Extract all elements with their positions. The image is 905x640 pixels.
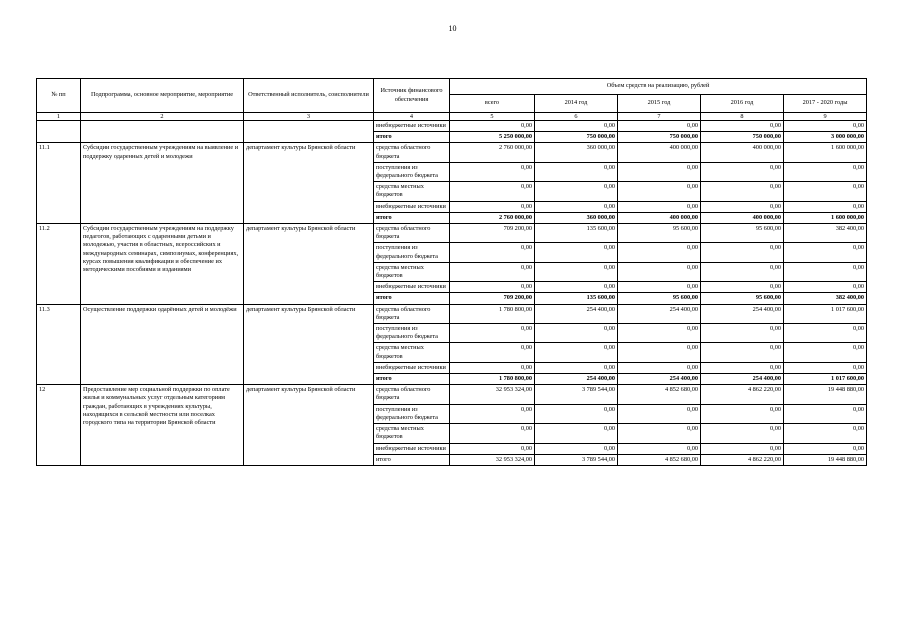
value-cell: 400 000,00 bbox=[618, 212, 701, 223]
value-cell: 0,00 bbox=[701, 404, 784, 423]
header-no: № пп bbox=[37, 79, 81, 113]
value-cell: 254 400,00 bbox=[535, 304, 618, 323]
value-cell: 0,00 bbox=[618, 262, 701, 281]
value-cell: 0,00 bbox=[450, 243, 535, 262]
value-cell: 0,00 bbox=[701, 162, 784, 181]
source-cell: поступления из федерального бюджета bbox=[374, 404, 450, 423]
value-cell: 0,00 bbox=[784, 243, 867, 262]
value-cell: 0,00 bbox=[535, 404, 618, 423]
value-cell: 0,00 bbox=[701, 262, 784, 281]
activity-name: Предоставление мер социальной поддержки по оплате жилья и коммунальных услуг отдельным категориям граждан, работающих в учреждениях культуры, находящихся в сельской местности или поселках городского типа на территории Брянской области bbox=[81, 385, 244, 466]
value-cell: 0,00 bbox=[450, 424, 535, 443]
source-cell: средства местных бюджетов bbox=[374, 182, 450, 201]
value-cell: 32 953 324,00 bbox=[450, 385, 535, 404]
value-cell: 95 600,00 bbox=[701, 224, 784, 243]
value-cell: 0,00 bbox=[701, 182, 784, 201]
source-cell: внебюджетные источники bbox=[374, 201, 450, 212]
header-2014: 2014 год bbox=[535, 95, 618, 113]
executor: департамент культуры Брянской области bbox=[244, 385, 374, 466]
value-cell: 0,00 bbox=[618, 404, 701, 423]
value-cell: 0,00 bbox=[701, 282, 784, 293]
col-number: 1 bbox=[37, 113, 81, 121]
value-cell: 0,00 bbox=[784, 362, 867, 373]
value-cell: 0,00 bbox=[784, 182, 867, 201]
row-number: 12 bbox=[37, 385, 81, 466]
value-cell: 382 400,00 bbox=[784, 224, 867, 243]
value-cell: 0,00 bbox=[450, 162, 535, 181]
activity-name: Осуществление поддержки одарённых детей и молодёжи bbox=[81, 304, 244, 385]
header-2016: 2016 год bbox=[701, 95, 784, 113]
col-number: 9 bbox=[784, 113, 867, 121]
value-cell: 95 600,00 bbox=[618, 224, 701, 243]
value-cell: 0,00 bbox=[450, 182, 535, 201]
value-cell: 0,00 bbox=[450, 121, 535, 132]
value-cell: 254 400,00 bbox=[535, 374, 618, 385]
value-cell: 750 000,00 bbox=[535, 132, 618, 143]
source-cell: внебюджетные источники bbox=[374, 443, 450, 454]
table-row bbox=[37, 385, 867, 404]
source-cell: средства областного бюджета bbox=[374, 304, 450, 323]
value-cell: 0,00 bbox=[784, 162, 867, 181]
col-number: 6 bbox=[535, 113, 618, 121]
value-cell: 32 953 324,00 bbox=[450, 454, 535, 465]
header-executor: Ответственный исполнитель, соисполнители bbox=[244, 79, 374, 113]
value-cell: 0,00 bbox=[535, 201, 618, 212]
value-cell: 0,00 bbox=[784, 443, 867, 454]
executor: департамент культуры Брянской области bbox=[244, 224, 374, 305]
table-row bbox=[37, 143, 867, 162]
value-cell: 0,00 bbox=[784, 121, 867, 132]
executor: департамент культуры Брянской области bbox=[244, 143, 374, 224]
value-cell: 0,00 bbox=[784, 343, 867, 362]
value-cell: 19 448 880,00 bbox=[784, 385, 867, 404]
value-cell: 3 789 544,00 bbox=[535, 385, 618, 404]
value-cell: 0,00 bbox=[535, 162, 618, 181]
value-cell: 0,00 bbox=[450, 443, 535, 454]
value-cell: 0,00 bbox=[618, 282, 701, 293]
value-cell: 0,00 bbox=[535, 343, 618, 362]
value-cell: 95 600,00 bbox=[701, 293, 784, 304]
source-cell: средства областного бюджета bbox=[374, 143, 450, 162]
value-cell: 0,00 bbox=[701, 121, 784, 132]
value-cell: 0,00 bbox=[535, 443, 618, 454]
value-cell: 1 017 600,00 bbox=[784, 374, 867, 385]
header-2017-2020: 2017 - 2020 годы bbox=[784, 95, 867, 113]
value-cell: 0,00 bbox=[450, 362, 535, 373]
value-cell: 0,00 bbox=[535, 362, 618, 373]
value-cell: 400 000,00 bbox=[701, 143, 784, 162]
row-number: 11.3 bbox=[37, 304, 81, 385]
value-cell: 0,00 bbox=[535, 324, 618, 343]
value-cell: 4 862 220,00 bbox=[701, 385, 784, 404]
value-cell: 19 448 880,00 bbox=[784, 454, 867, 465]
col-number: 4 bbox=[374, 113, 450, 121]
value-cell: 750 000,00 bbox=[618, 132, 701, 143]
value-cell: 0,00 bbox=[450, 262, 535, 281]
column-numbers-row bbox=[37, 113, 867, 121]
value-cell: 709 200,00 bbox=[450, 224, 535, 243]
value-cell: 360 000,00 bbox=[535, 212, 618, 223]
value-cell: 750 000,00 bbox=[701, 132, 784, 143]
page-number: 10 bbox=[448, 24, 457, 33]
value-cell: 0,00 bbox=[618, 243, 701, 262]
header-source: Источник финансового обеспечения bbox=[374, 79, 450, 113]
value-cell: 4 862 220,00 bbox=[701, 454, 784, 465]
value-cell: 1 600 000,00 bbox=[784, 212, 867, 223]
value-cell: 0,00 bbox=[701, 443, 784, 454]
source-cell: поступления из федерального бюджета bbox=[374, 324, 450, 343]
value-cell: 0,00 bbox=[618, 201, 701, 212]
value-cell: 0,00 bbox=[450, 404, 535, 423]
col-number: 3 bbox=[244, 113, 374, 121]
row-number: 11.2 bbox=[37, 224, 81, 305]
source-cell: внебюджетные источники bbox=[374, 282, 450, 293]
col-number: 2 bbox=[81, 113, 244, 121]
value-cell: 95 600,00 bbox=[618, 293, 701, 304]
value-cell: 0,00 bbox=[784, 262, 867, 281]
header-name: Подпрограмма, основное мероприятие, мероприятие bbox=[81, 79, 244, 113]
value-cell: 1 017 600,00 bbox=[784, 304, 867, 323]
value-cell: 0,00 bbox=[535, 262, 618, 281]
value-cell: 0,00 bbox=[618, 362, 701, 373]
col-number: 8 bbox=[701, 113, 784, 121]
value-cell: 3 789 544,00 bbox=[535, 454, 618, 465]
value-cell: 0,00 bbox=[701, 243, 784, 262]
value-cell: 2 760 000,00 bbox=[450, 212, 535, 223]
value-cell: 0,00 bbox=[618, 443, 701, 454]
source-cell: итого bbox=[374, 293, 450, 304]
header-2015: 2015 год bbox=[618, 95, 701, 113]
value-cell: 400 000,00 bbox=[701, 212, 784, 223]
executor: департамент культуры Брянской области bbox=[244, 304, 374, 385]
value-cell: 382 400,00 bbox=[784, 293, 867, 304]
value-cell: 0,00 bbox=[701, 201, 784, 212]
value-cell: 4 852 680,00 bbox=[618, 454, 701, 465]
value-cell: 254 400,00 bbox=[701, 304, 784, 323]
source-cell: средства местных бюджетов bbox=[374, 262, 450, 281]
value-cell: 0,00 bbox=[784, 324, 867, 343]
source-cell: средства областного бюджета bbox=[374, 385, 450, 404]
value-cell: 0,00 bbox=[618, 162, 701, 181]
value-cell: 0,00 bbox=[450, 282, 535, 293]
value-cell: 0,00 bbox=[535, 282, 618, 293]
source-cell: итого bbox=[374, 374, 450, 385]
value-cell: 0,00 bbox=[450, 343, 535, 362]
value-cell: 0,00 bbox=[701, 324, 784, 343]
source-cell: поступления из федерального бюджета bbox=[374, 243, 450, 262]
source-cell: внебюджетные источники bbox=[374, 362, 450, 373]
source-cell: итого bbox=[374, 132, 450, 143]
value-cell: 254 400,00 bbox=[618, 374, 701, 385]
value-cell: 400 000,00 bbox=[618, 143, 701, 162]
activity-name: Субсидии государственным учреждениям на выявление и поддержку одаренных детей и молодежи bbox=[81, 143, 244, 224]
value-cell: 0,00 bbox=[618, 121, 701, 132]
value-cell: 360 000,00 bbox=[535, 143, 618, 162]
value-cell: 254 400,00 bbox=[701, 374, 784, 385]
source-cell: внебюджетные источники bbox=[374, 121, 450, 132]
value-cell: 1 780 800,00 bbox=[450, 304, 535, 323]
value-cell: 0,00 bbox=[618, 424, 701, 443]
value-cell: 0,00 bbox=[535, 243, 618, 262]
value-cell: 0,00 bbox=[701, 362, 784, 373]
source-cell: средства областного бюджета bbox=[374, 224, 450, 243]
col-number: 5 bbox=[450, 113, 535, 121]
value-cell: 0,00 bbox=[784, 404, 867, 423]
activity-name: Субсидии государственным учреждениям на поддержку педагогов, работающих с одаренными детьми и молодежью, участия в областных, всероссийских и международных семинарах, симпозиумах, конференциях, курсах повышения квалификации и обеспечение их методическими пособиями и изданиями bbox=[81, 224, 244, 305]
value-cell: 0,00 bbox=[535, 424, 618, 443]
source-cell: итого bbox=[374, 212, 450, 223]
table-row bbox=[37, 121, 867, 132]
value-cell: 0,00 bbox=[450, 201, 535, 212]
value-cell: 0,00 bbox=[784, 201, 867, 212]
value-cell: 1 600 000,00 bbox=[784, 143, 867, 162]
value-cell: 3 000 000,00 bbox=[784, 132, 867, 143]
source-cell: итого bbox=[374, 454, 450, 465]
source-cell: поступления из федерального бюджета bbox=[374, 162, 450, 181]
value-cell: 0,00 bbox=[618, 343, 701, 362]
value-cell: 1 780 800,00 bbox=[450, 374, 535, 385]
source-cell: средства местных бюджетов bbox=[374, 424, 450, 443]
value-cell: 135 600,00 bbox=[535, 224, 618, 243]
value-cell: 0,00 bbox=[535, 182, 618, 201]
value-cell: 0,00 bbox=[618, 324, 701, 343]
value-cell: 5 250 000,00 bbox=[450, 132, 535, 143]
header-volume: Объем средств на реализацию, рублей bbox=[450, 79, 867, 95]
row-number: 11.1 bbox=[37, 143, 81, 224]
source-cell: средства местных бюджетов bbox=[374, 343, 450, 362]
table-row bbox=[37, 224, 867, 243]
value-cell: 254 400,00 bbox=[618, 304, 701, 323]
value-cell: 0,00 bbox=[784, 282, 867, 293]
value-cell: 0,00 bbox=[701, 424, 784, 443]
value-cell: 4 852 680,00 bbox=[618, 385, 701, 404]
value-cell: 2 760 000,00 bbox=[450, 143, 535, 162]
financing-table bbox=[36, 78, 867, 466]
value-cell: 135 600,00 bbox=[535, 293, 618, 304]
value-cell: 0,00 bbox=[450, 324, 535, 343]
table-row bbox=[37, 304, 867, 323]
value-cell: 0,00 bbox=[701, 343, 784, 362]
value-cell: 0,00 bbox=[618, 182, 701, 201]
value-cell: 0,00 bbox=[784, 424, 867, 443]
value-cell: 709 200,00 bbox=[450, 293, 535, 304]
value-cell: 0,00 bbox=[535, 121, 618, 132]
col-number: 7 bbox=[618, 113, 701, 121]
header-total: всего bbox=[450, 95, 535, 113]
